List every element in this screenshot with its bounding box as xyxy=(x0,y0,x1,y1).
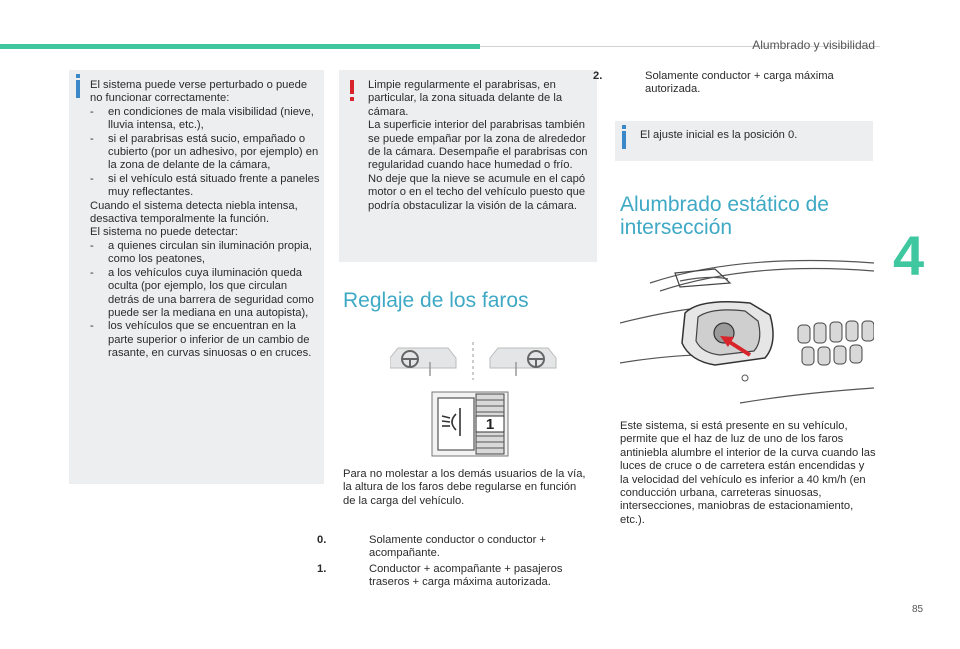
warning-box-text xyxy=(368,79,594,213)
thumbwheel-position-label: 1 xyxy=(485,416,495,433)
reglaje-item-0 xyxy=(317,534,588,561)
headlamp-adjust-diagram xyxy=(390,340,560,458)
heading-alumbrado: Alumbrado estático de intersección xyxy=(620,193,829,239)
fog-lamp-photo xyxy=(620,243,874,408)
list-item: - si el parabrisas está sucio, empañado o cubierto (por un adhesivo, por ejemplo) en la zona de delante de la cámara, xyxy=(90,133,320,173)
item-text: Solamente conductor o conductor + acompañante. xyxy=(369,534,546,560)
reglaje-intro: Para no molestar a los demás usuarios de la vía, la altura de los faros debe regularse en función de la carga del vehículo. xyxy=(343,468,586,507)
list-item: - en condiciones de mala visibilidad (nieve, lluvia intensa, etc.), xyxy=(90,106,320,133)
header-accent-bar xyxy=(0,44,480,49)
info-mid-1: Cuando el sistema detecta niebla intensa, desactiva temporalmente la función. xyxy=(90,199,298,226)
list-item: - a quienes circulan sin iluminación propia, como los peatones, xyxy=(90,240,320,267)
item-number: 2. xyxy=(593,70,603,82)
item-text: Conductor + acompañante + pasajeros traseros + carga máxima autorizada. xyxy=(369,563,563,589)
reglaje-item-1 xyxy=(317,563,588,590)
warning-p2: La superficie interior del parabrisas también se puede empañar por la zona de alrededor de la cámara. Desempañe el parabrisas con regularidad cuando hace humedad o frío. xyxy=(368,119,588,172)
info-box-text xyxy=(90,79,320,361)
list-item: - si el vehículo está situado frente a paneles muy reflectantes. xyxy=(90,173,320,200)
warning-p1: Limpie regularmente el parabrisas, en particular, la zona situada delante de la cámara. xyxy=(368,79,563,118)
info-icon xyxy=(622,131,626,149)
chapter-number: 4 xyxy=(893,224,925,287)
info-intro: El sistema puede verse perturbado o puede no funcionar correctamente: xyxy=(90,79,308,105)
info-icon xyxy=(76,80,80,98)
reglaje-item-2 xyxy=(593,70,869,97)
section-title: Alumbrado y visibilidad xyxy=(752,38,875,52)
info-box-camera-limits xyxy=(69,70,324,484)
steering-wheel-icon xyxy=(390,348,456,376)
warning-icon xyxy=(350,80,354,94)
steering-wheel-icon xyxy=(490,348,556,376)
list-item: - los vehículos que se encuentran en la parte superior o inferior de un cambio de rasante, en curvas sinuosas o en cruces. xyxy=(90,320,320,360)
item-number: 0. xyxy=(317,534,327,546)
page-number: 85 xyxy=(912,604,924,615)
warning-box-windscreen xyxy=(339,70,597,262)
info-box-initial-setting xyxy=(615,121,873,161)
heading-reglaje: Reglaje de los faros xyxy=(343,289,529,312)
item-text: Solamente conductor + carga máxima autorizada. xyxy=(645,70,834,96)
item-number: 1. xyxy=(317,563,327,575)
list-item: - a los vehículos cuya iluminación queda oculta (por ejemplo, los que circulan detrás de una barrera de seguridad como puede ser la mediana en una autopista), xyxy=(90,267,320,321)
info-box-text: El ajuste inicial es la posición 0. xyxy=(640,129,798,141)
info-mid-2: El sistema no puede detectar: xyxy=(90,226,239,239)
alumbrado-body: Este sistema, si está presente en su vehículo, permite que el haz de luz de uno de los faros antiniebla alumbre el interior de la curva cuando las luces de cruce o de carretera están encendidas y la velocidad del vehículo es inferior a 40 km/h (en conducción urbana, carreteras sinuosas, intersecciones, maniobras de estacionamiento, etc.). xyxy=(620,420,876,526)
warning-p3: No deje que la nieve se acumule en el capó motor o en el techo del vehículo puesto que podría obstaculizar la visión de la cámara. xyxy=(368,172,586,212)
